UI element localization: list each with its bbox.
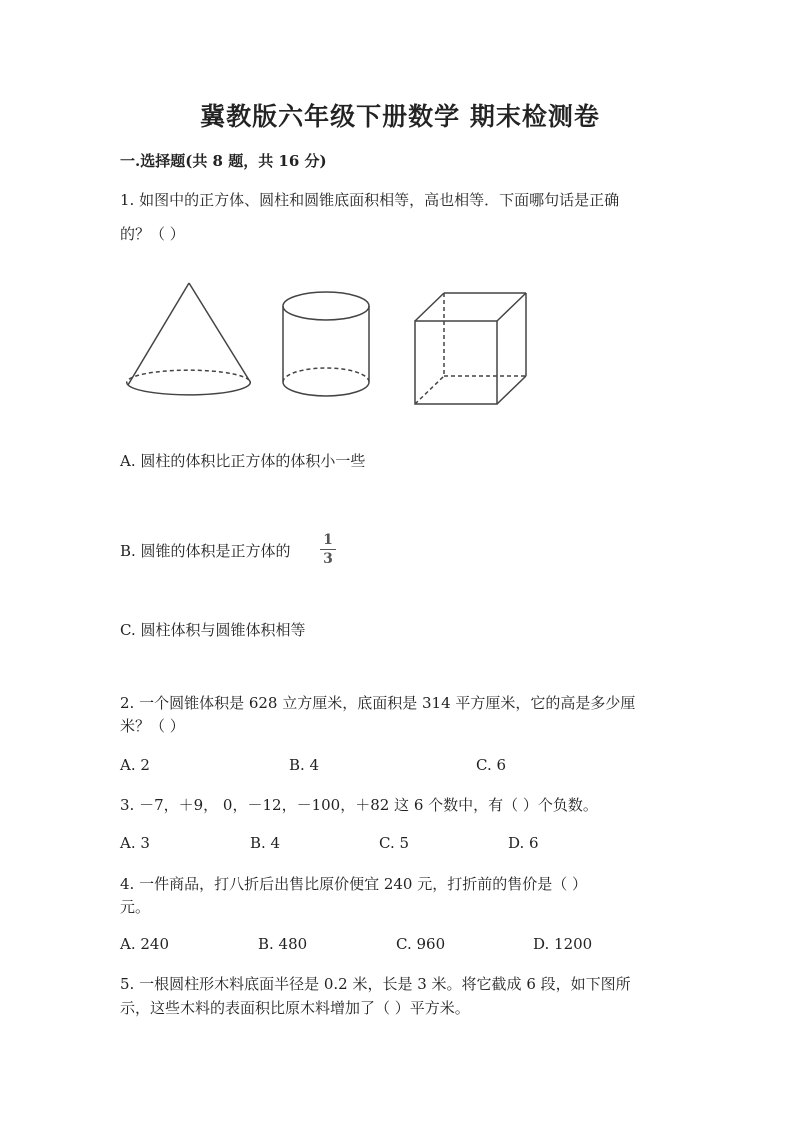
question-1-option-b: B. 圆锥的体积是正方体的	[120, 542, 291, 560]
question-4-stem-line1: 4. 一件商品，打八折后出售比原价便宜 240 元，打折前的售价是（ ）	[120, 875, 588, 893]
question-4-option-a: A. 240	[120, 935, 169, 953]
question-5-stem-line2: 示，这些木料的表面积比原木料增加了（ ）平方米。	[120, 999, 470, 1017]
question-3-option-c: C. 5	[379, 834, 410, 852]
cylinder-icon	[283, 292, 369, 396]
question-2-option-c: C. 6	[476, 756, 507, 774]
question-4-stem-line2: 元。	[120, 898, 151, 916]
question-1-stem-line2: 的？（ ）	[120, 225, 185, 243]
question-4-option-d: D. 1200	[533, 935, 593, 953]
fraction-denominator: 3	[323, 551, 333, 567]
question-2-option-b: B. 4	[289, 756, 320, 774]
question-1-option-c: C. 圆柱体积与圆锥体积相等	[120, 621, 306, 639]
question-4-option-c: C. 960	[396, 935, 446, 953]
fraction-one-third	[318, 532, 338, 567]
question-2-stem-line2: 米？（ ）	[120, 717, 185, 735]
question-1-stem-line1: 1. 如图中的正方体、圆柱和圆锥底面积相等，高也相等．下面哪句话是正确	[120, 191, 620, 209]
question-2-stem-line1: 2. 一个圆锥体积是 628 立方厘米，底面积是 314 平方厘米，它的高是多少厘	[120, 694, 636, 712]
fraction-numerator: 1	[323, 532, 333, 548]
question-3-option-a: A. 3	[120, 834, 150, 852]
page-title: 冀教版六年级下册数学 期末检测卷	[200, 102, 600, 131]
question-3-stem-line1: 3. －7，＋9， 0，－12，－100，＋82 这 6 个数中，有（ ）个负数。	[120, 796, 598, 814]
question-2-option-a: A. 2	[120, 756, 150, 774]
cube-icon	[415, 293, 526, 404]
question-1-figure	[120, 270, 540, 415]
question-5-stem-line1: 5. 一根圆柱形木料底面半径是 0.2 米，长是 3 米。将它截成 6 段，如下图所	[120, 975, 631, 993]
cone-icon	[127, 283, 251, 395]
question-3-option-d: D. 6	[508, 834, 539, 852]
question-3-option-b: B. 4	[250, 834, 281, 852]
section-heading: 一.选择题(共 8 题，共 16 分)	[120, 152, 327, 170]
question-4-option-b: B. 480	[258, 935, 308, 953]
question-1-option-a: A. 圆柱的体积比正方体的体积小一些	[120, 452, 366, 470]
